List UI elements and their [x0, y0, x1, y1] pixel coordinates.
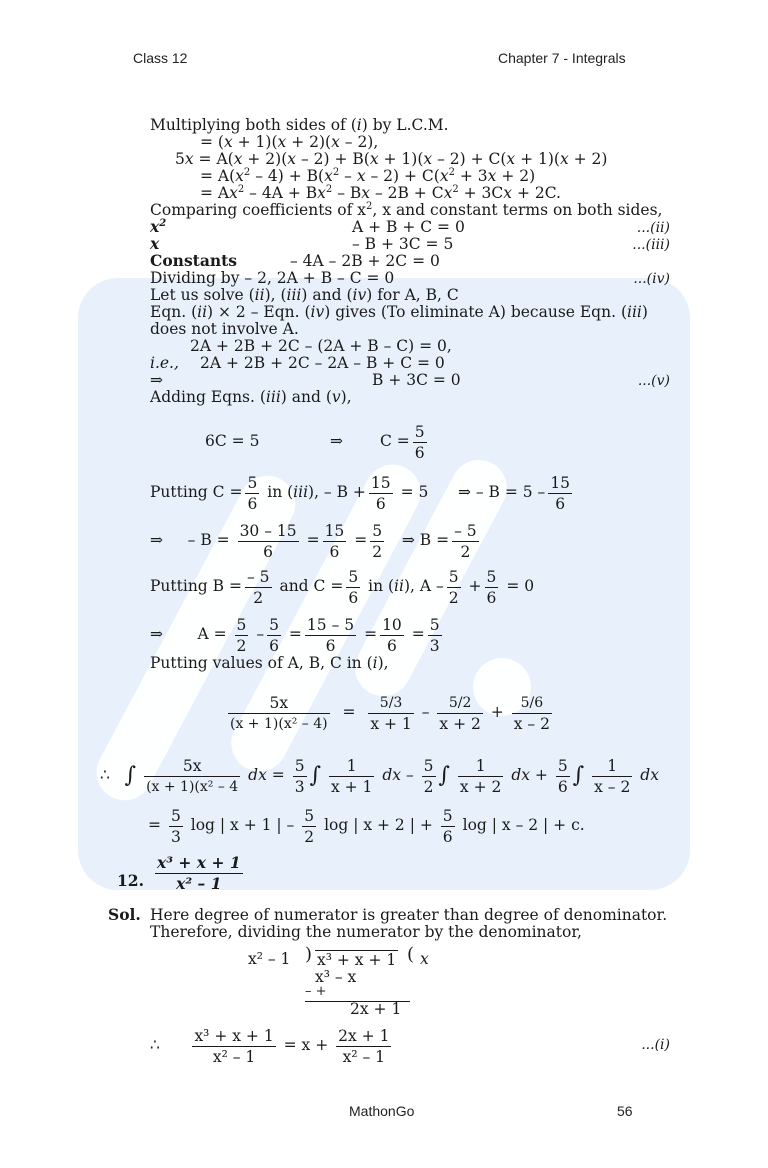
- division-dividend: x³ + x + 1: [317, 951, 397, 969]
- division-bracket: (: [407, 944, 415, 965]
- division-divisor: x² – 1: [248, 950, 291, 968]
- final-equation: ∴ $\frac{\text{x³ + x + 1}}{\text{x² – 1}}$ = x + $\frac{2x + 1}{\text{x² – 1}}$: [150, 1026, 390, 1066]
- math-line: ⇒ A = $\frac{5}{2}$ – $\frac{5}{6}$ = $\frac{15 - 5}{6}$ = $\frac{10}{6}$ = $\frac{5}{3}$: [150, 615, 440, 655]
- text-line: Therefore, dividing the numerator by the denominator,: [150, 923, 582, 941]
- question-expression: $\frac{\text{x³ + x + 1}}{\text{x² – 1}}$: [157, 852, 241, 893]
- division-bracket: ): [305, 944, 313, 965]
- integral-sign: ∫: [124, 763, 137, 788]
- eq-tag: ...(iv): [633, 271, 670, 287]
- math-line: = $A(x^2 - 4) + B(x^2 - x - 2) + C(x^2 + 3x + 2)$: [200, 167, 536, 185]
- math-line: 6C = 5: [205, 432, 260, 450]
- coef-label-x2: $x^2$: [150, 217, 167, 236]
- text-line: Putting values of A, B, C in (i),: [150, 654, 389, 672]
- division-signs: – +: [305, 983, 410, 1002]
- eq-tag: ...(iii): [632, 237, 670, 253]
- page-number: 56: [617, 1103, 633, 1119]
- math-line: Putting B = $\frac{- 5}{2}$ and C = $\frac{5}{6}$ in (ii), A – $\frac{5}{2}$ + $\frac{5}{6}$ = 0: [150, 567, 535, 607]
- math-line: ⇒ – B = $\frac{30 - 15}{6}$ = $\frac{15}{6}$ = $\frac{5}{2}$ ⇒ B = $\frac{- 5}{2}$: [150, 521, 477, 561]
- question-number: 12.: [117, 871, 144, 890]
- integral-line: ∴ ∫ $\frac{5x}{\text{(x + 1)(x² – 4}}$ dx = $\frac{5}{3}$ ∫ $\frac{1}{x + 1}$ dx – $\frac{5}{2}$ ∫ $\frac{1}{x + 2}$ dx + $\frac{5}{6}$ ∫ $\frac{1}{x - 2}$ dx: [100, 756, 659, 796]
- math-line: C = $\frac{5}{6}$: [380, 422, 425, 462]
- header-class: Class 12: [133, 50, 188, 66]
- eq-tag: ...(v): [637, 373, 670, 389]
- eq-tag: ...(i): [641, 1037, 670, 1053]
- text-line: Adding Eqns. (iii) and (v),: [150, 388, 352, 406]
- math-line: = $Ax^2 - 4A + Bx^2 - Bx - 2B + Cx^2 + 3Cx + 2C$.: [200, 184, 561, 202]
- math-line: 5x = A(x + 2)(x – 2) + B(x + 1)(x – 2) + C(x + 1)(x + 2): [175, 150, 608, 168]
- partial-fraction-line: $\frac{5x}{\text{(x + 1)(x² – 4)}}$ = $\frac{5/3}{x + 1}$ – $\frac{5/2}{x + 2}$ + $\frac{5/6}{x - 2}$: [230, 693, 550, 733]
- math-line: = (x + 1)(x + 2)(x – 2),: [200, 133, 379, 151]
- coef-label-x: x: [150, 234, 160, 253]
- math-line: 2A + 2B + 2C – 2A – B + C = 0: [200, 354, 445, 372]
- result-line: = $\frac{5}{3}$ log | x + 1 | – $\frac{5}{2}$ log | x + 2 | + $\frac{5}{6}$ log | x – 2 | + c.: [148, 806, 585, 846]
- coef-eq: – B + 3C = 5: [352, 235, 454, 253]
- math-line: B + 3C = 0: [372, 371, 461, 389]
- division-remainder: 2x + 1: [350, 1000, 402, 1018]
- coef-eq: A + B + C = 0: [352, 218, 465, 236]
- text-label: i.e.,: [150, 354, 179, 372]
- math-line: 2A + 2B + 2C – (2A + B – C) = 0,: [190, 337, 452, 355]
- text-line: Let us solve (ii), (iii) and (iv) for A, B, C: [150, 286, 459, 304]
- implies-symbol: ⇒: [150, 371, 163, 389]
- text-line: does not involve A.: [150, 320, 299, 338]
- text-line: Multiplying both sides of (i) by L.C.M.: [150, 116, 449, 134]
- footer-brand: MathonGo: [349, 1103, 415, 1119]
- division-quotient: x: [420, 950, 429, 968]
- text-line: Dividing by – 2, 2A + B – C = 0: [150, 269, 395, 287]
- header-chapter: Chapter 7 - Integrals: [498, 50, 626, 66]
- eq-tag: ...(ii): [636, 220, 670, 236]
- math-line: Putting C = $\frac{5}{6}$ in (iii), – B + $\frac{15}{6}$ = 5 ⇒ – B = 5 – $\frac{15}{6}$: [150, 473, 571, 513]
- coef-label-constants: Constants: [150, 251, 238, 270]
- division-subtract: x³ – x: [315, 968, 357, 986]
- solution-label: Sol.: [108, 905, 141, 924]
- implies-symbol: ⇒: [330, 432, 343, 450]
- text-line: Eqn. (ii) × 2 – Eqn. (iv) gives (To eliminate A) because Eqn. (iii): [150, 303, 648, 321]
- text-line: Here degree of numerator is greater than degree of denominator.: [150, 906, 668, 924]
- text-line: Comparing coefficients of $x^2$, x and constant terms on both sides,: [150, 201, 663, 219]
- coef-eq: – 4A – 2B + 2C = 0: [290, 252, 440, 270]
